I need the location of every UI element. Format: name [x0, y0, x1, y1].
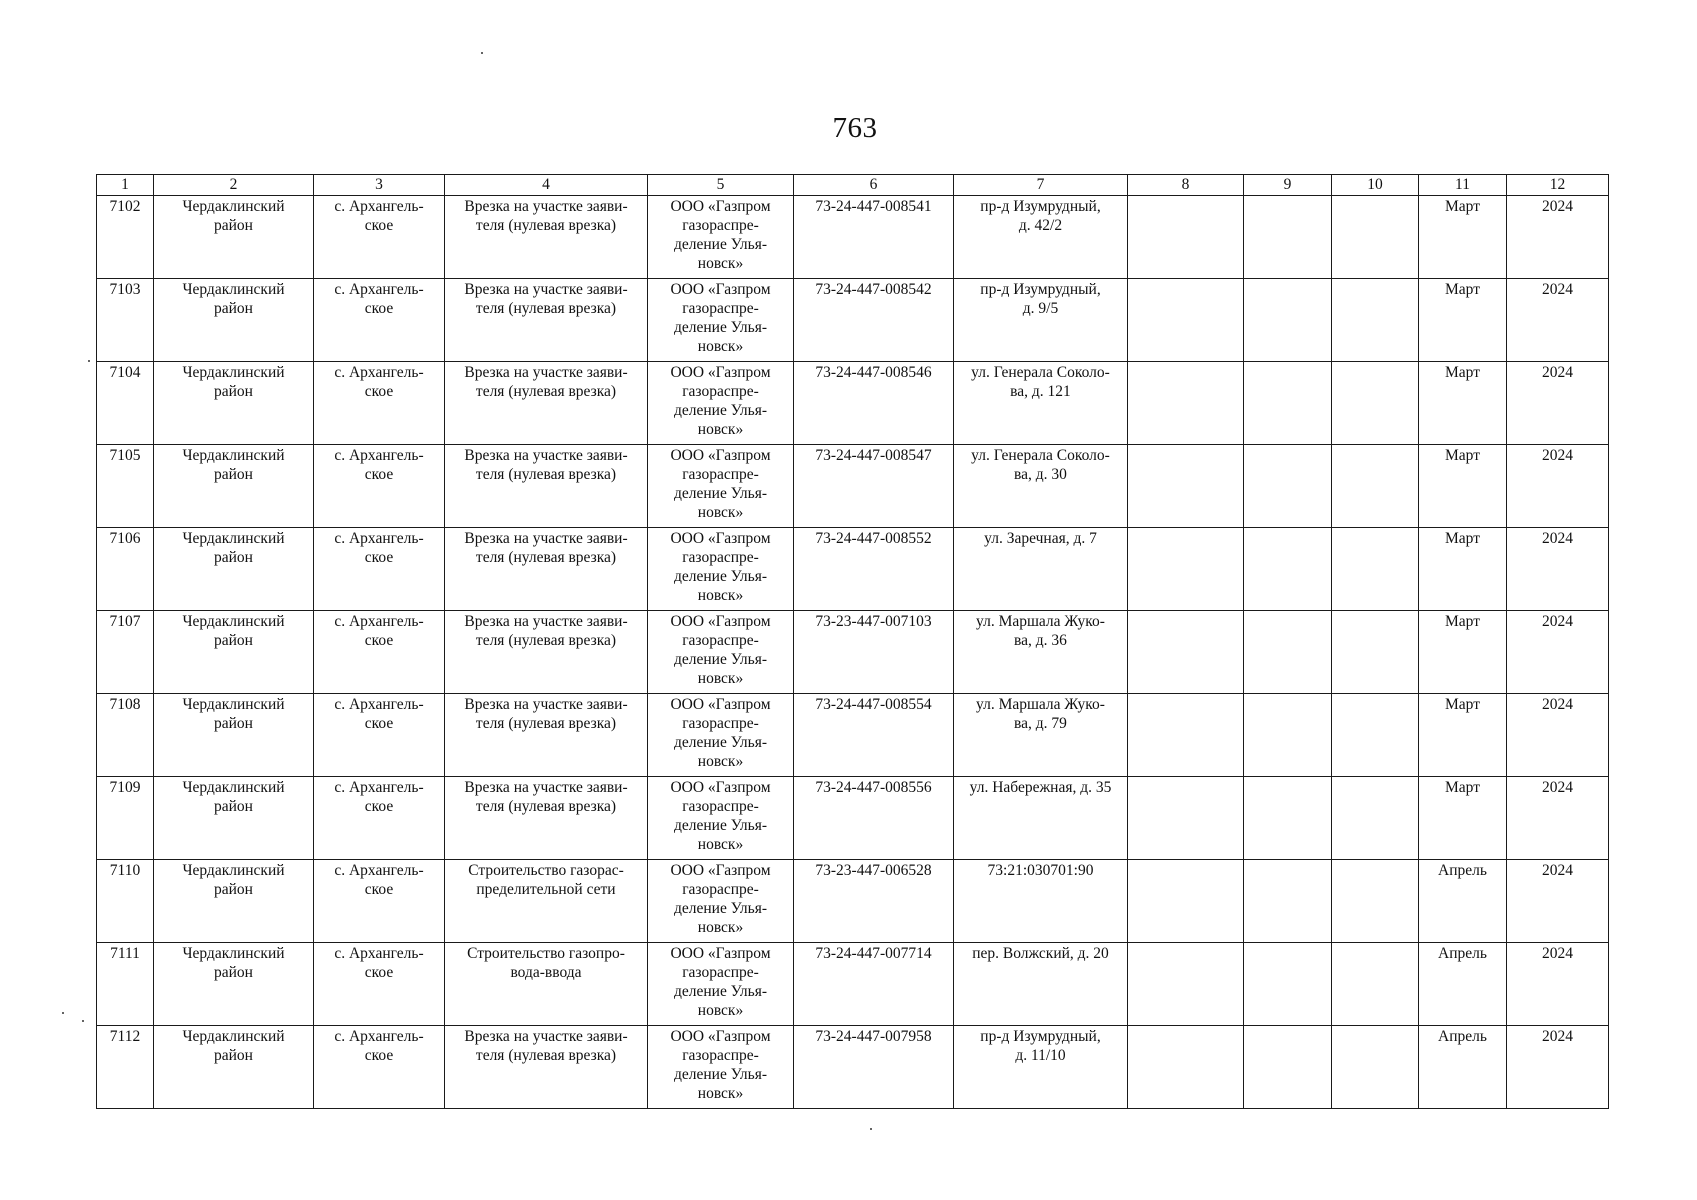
scan-speck — [82, 1020, 84, 1022]
cell-col-8 — [1128, 1026, 1244, 1109]
table-row — [97, 611, 1609, 694]
cell-row-number: 7104 — [97, 362, 154, 445]
cell-month: Март — [1419, 362, 1507, 445]
cell-settlement: с. Архангель- ское — [314, 943, 445, 1026]
cell-organization: ООО «Газпром газораспре- деление Улья- новск» — [648, 860, 794, 943]
cell-col-9 — [1244, 279, 1332, 362]
cell-col-10 — [1332, 1026, 1419, 1109]
cell-district: Чердаклинский район — [154, 694, 314, 777]
cell-organization: ООО «Газпром газораспре- деление Улья- новск» — [648, 694, 794, 777]
cell-organization: ООО «Газпром газораспре- деление Улья- новск» — [648, 445, 794, 528]
cell-month: Апрель — [1419, 943, 1507, 1026]
cell-work-type: Врезка на участке заяви- теля (нулевая врезка) — [445, 196, 648, 279]
cell-settlement: с. Архангель- ское — [314, 777, 445, 860]
cell-address: ул. Маршала Жуко- ва, д. 79 — [954, 694, 1128, 777]
cell-year: 2024 — [1507, 445, 1609, 528]
cell-settlement: с. Архангель- ское — [314, 279, 445, 362]
table-body — [97, 196, 1609, 1109]
column-header-4: 4 — [445, 175, 648, 196]
cell-col-9 — [1244, 611, 1332, 694]
cell-col-9 — [1244, 1026, 1332, 1109]
cell-col-8 — [1128, 196, 1244, 279]
cell-col-10 — [1332, 694, 1419, 777]
table-header — [97, 175, 1609, 196]
cell-col-10 — [1332, 196, 1419, 279]
cell-col-9 — [1244, 694, 1332, 777]
cell-col-10 — [1332, 445, 1419, 528]
cell-row-number: 7112 — [97, 1026, 154, 1109]
cell-col-9 — [1244, 362, 1332, 445]
cell-row-number: 7105 — [97, 445, 154, 528]
cell-settlement: с. Архангель- ское — [314, 196, 445, 279]
scan-speck — [88, 360, 90, 362]
cell-row-number: 7111 — [97, 943, 154, 1026]
cell-col-8 — [1128, 445, 1244, 528]
cell-row-number: 7109 — [97, 777, 154, 860]
cell-address: 73:21:030701:90 — [954, 860, 1128, 943]
table-row — [97, 445, 1609, 528]
cell-district: Чердаклинский район — [154, 1026, 314, 1109]
cell-record-code: 73-24-447-008541 — [794, 196, 954, 279]
cell-month: Март — [1419, 777, 1507, 860]
cell-col-9 — [1244, 445, 1332, 528]
column-header-7: 7 — [954, 175, 1128, 196]
table-row — [97, 362, 1609, 445]
cell-year: 2024 — [1507, 1026, 1609, 1109]
cell-work-type: Врезка на участке заяви- теля (нулевая врезка) — [445, 528, 648, 611]
column-header-11: 11 — [1419, 175, 1507, 196]
column-header-12: 12 — [1507, 175, 1609, 196]
cell-district: Чердаклинский район — [154, 860, 314, 943]
cell-col-8 — [1128, 528, 1244, 611]
cell-address: ул. Набережная, д. 35 — [954, 777, 1128, 860]
cell-month: Март — [1419, 279, 1507, 362]
cell-district: Чердаклинский район — [154, 943, 314, 1026]
cell-settlement: с. Архангель- ское — [314, 528, 445, 611]
cell-year: 2024 — [1507, 528, 1609, 611]
cell-col-9 — [1244, 777, 1332, 860]
cell-work-type: Врезка на участке заяви- теля (нулевая врезка) — [445, 445, 648, 528]
scan-speck — [481, 52, 483, 54]
cell-address: пр-д Изумрудный, д. 9/5 — [954, 279, 1128, 362]
cell-col-8 — [1128, 362, 1244, 445]
cell-col-8 — [1128, 611, 1244, 694]
cell-work-type: Строительство газорас- пределительной сети — [445, 860, 648, 943]
cell-col-10 — [1332, 860, 1419, 943]
cell-col-10 — [1332, 943, 1419, 1026]
cell-col-10 — [1332, 611, 1419, 694]
cell-record-code: 73-24-447-008542 — [794, 279, 954, 362]
cell-record-code: 73-24-447-007714 — [794, 943, 954, 1026]
cell-col-8 — [1128, 694, 1244, 777]
cell-address: ул. Маршала Жуко- ва, д. 36 — [954, 611, 1128, 694]
cell-settlement: с. Архангель- ское — [314, 694, 445, 777]
cell-district: Чердаклинский район — [154, 279, 314, 362]
cell-organization: ООО «Газпром газораспре- деление Улья- новск» — [648, 777, 794, 860]
cell-settlement: с. Архангель- ское — [314, 445, 445, 528]
table-row — [97, 860, 1609, 943]
cell-district: Чердаклинский район — [154, 777, 314, 860]
cell-month: Март — [1419, 611, 1507, 694]
cell-col-8 — [1128, 777, 1244, 860]
column-header-10: 10 — [1332, 175, 1419, 196]
cell-district: Чердаклинский район — [154, 611, 314, 694]
cell-col-10 — [1332, 777, 1419, 860]
cell-district: Чердаклинский район — [154, 445, 314, 528]
cell-record-code: 73-24-447-007958 — [794, 1026, 954, 1109]
cell-address: пер. Волжский, д. 20 — [954, 943, 1128, 1026]
header-row — [97, 175, 1609, 196]
cell-col-9 — [1244, 943, 1332, 1026]
cell-month: Март — [1419, 196, 1507, 279]
cell-year: 2024 — [1507, 860, 1609, 943]
cell-col-8 — [1128, 943, 1244, 1026]
column-header-6: 6 — [794, 175, 954, 196]
column-header-1: 1 — [97, 175, 154, 196]
cell-settlement: с. Архангель- ское — [314, 611, 445, 694]
column-header-8: 8 — [1128, 175, 1244, 196]
cell-record-code: 73-24-447-008556 — [794, 777, 954, 860]
cell-row-number: 7103 — [97, 279, 154, 362]
table-row — [97, 943, 1609, 1026]
cell-district: Чердаклинский район — [154, 362, 314, 445]
cell-year: 2024 — [1507, 611, 1609, 694]
cell-col-9 — [1244, 860, 1332, 943]
cell-year: 2024 — [1507, 943, 1609, 1026]
cell-address: пр-д Изумрудный, д. 42/2 — [954, 196, 1128, 279]
cell-work-type: Врезка на участке заяви- теля (нулевая врезка) — [445, 1026, 648, 1109]
scan-speck — [870, 1128, 872, 1130]
cell-row-number: 7110 — [97, 860, 154, 943]
cell-record-code: 73-24-447-008554 — [794, 694, 954, 777]
column-header-2: 2 — [154, 175, 314, 196]
cell-organization: ООО «Газпром газораспре- деление Улья- новск» — [648, 1026, 794, 1109]
cell-col-9 — [1244, 196, 1332, 279]
cell-organization: ООО «Газпром газораспре- деление Улья- новск» — [648, 943, 794, 1026]
table-row — [97, 777, 1609, 860]
cell-settlement: с. Архангель- ское — [314, 362, 445, 445]
cell-work-type: Врезка на участке заяви- теля (нулевая врезка) — [445, 694, 648, 777]
cell-row-number: 7102 — [97, 196, 154, 279]
cell-district: Чердаклинский район — [154, 528, 314, 611]
table-row — [97, 279, 1609, 362]
cell-settlement: с. Архангель- ское — [314, 860, 445, 943]
column-header-9: 9 — [1244, 175, 1332, 196]
page-number: 763 — [832, 112, 878, 144]
cell-month: Март — [1419, 694, 1507, 777]
cell-address: ул. Генерала Соколо- ва, д. 121 — [954, 362, 1128, 445]
cell-work-type: Строительство газопро- вода-ввода — [445, 943, 648, 1026]
cell-district: Чердаклинский район — [154, 196, 314, 279]
scan-speck — [62, 1012, 64, 1014]
cell-month: Март — [1419, 445, 1507, 528]
cell-organization: ООО «Газпром газораспре- деление Улья- новск» — [648, 528, 794, 611]
cell-year: 2024 — [1507, 777, 1609, 860]
cell-address: пр-д Изумрудный, д. 11/10 — [954, 1026, 1128, 1109]
table-row — [97, 1026, 1609, 1109]
cell-organization: ООО «Газпром газораспре- деление Улья- новск» — [648, 611, 794, 694]
cell-address: ул. Заречная, д. 7 — [954, 528, 1128, 611]
cell-month: Апрель — [1419, 1026, 1507, 1109]
cell-month: Март — [1419, 528, 1507, 611]
cell-work-type: Врезка на участке заяви- теля (нулевая врезка) — [445, 279, 648, 362]
cell-work-type: Врезка на участке заяви- теля (нулевая врезка) — [445, 611, 648, 694]
cell-col-10 — [1332, 279, 1419, 362]
column-header-3: 3 — [314, 175, 445, 196]
cell-month: Апрель — [1419, 860, 1507, 943]
cell-work-type: Врезка на участке заяви- теля (нулевая врезка) — [445, 362, 648, 445]
cell-address: ул. Генерала Соколо- ва, д. 30 — [954, 445, 1128, 528]
cell-year: 2024 — [1507, 694, 1609, 777]
cell-work-type: Врезка на участке заяви- теля (нулевая врезка) — [445, 777, 648, 860]
cell-organization: ООО «Газпром газораспре- деление Улья- новск» — [648, 196, 794, 279]
cell-row-number: 7106 — [97, 528, 154, 611]
cell-col-8 — [1128, 279, 1244, 362]
cell-record-code: 73-24-447-008547 — [794, 445, 954, 528]
cell-row-number: 7108 — [97, 694, 154, 777]
table-row — [97, 694, 1609, 777]
cell-col-9 — [1244, 528, 1332, 611]
data-table — [96, 174, 1609, 1109]
cell-row-number: 7107 — [97, 611, 154, 694]
table-row — [97, 528, 1609, 611]
cell-record-code: 73-24-447-008552 — [794, 528, 954, 611]
cell-col-10 — [1332, 528, 1419, 611]
column-header-5: 5 — [648, 175, 794, 196]
cell-organization: ООО «Газпром газораспре- деление Улья- новск» — [648, 362, 794, 445]
cell-year: 2024 — [1507, 196, 1609, 279]
cell-record-code: 73-23-447-007103 — [794, 611, 954, 694]
cell-record-code: 73-23-447-006528 — [794, 860, 954, 943]
cell-col-10 — [1332, 362, 1419, 445]
cell-organization: ООО «Газпром газораспре- деление Улья- новск» — [648, 279, 794, 362]
cell-year: 2024 — [1507, 279, 1609, 362]
cell-col-8 — [1128, 860, 1244, 943]
cell-settlement: с. Архангель- ское — [314, 1026, 445, 1109]
cell-record-code: 73-24-447-008546 — [794, 362, 954, 445]
table-row — [97, 196, 1609, 279]
cell-year: 2024 — [1507, 362, 1609, 445]
